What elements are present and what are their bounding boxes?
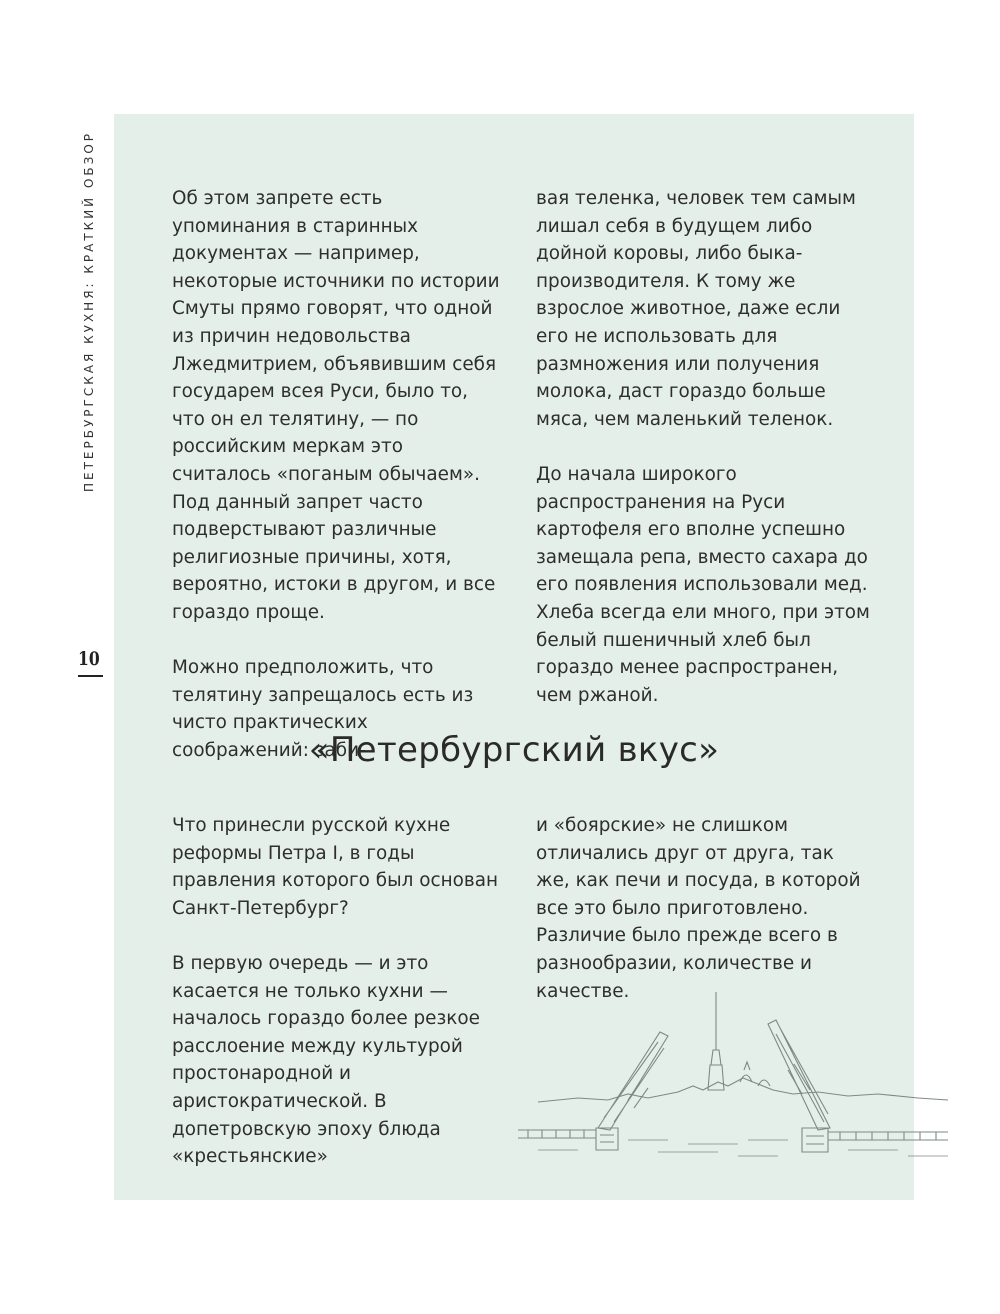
bottom-left-column (172, 812, 505, 1171)
left-bridge-leaf (598, 1032, 668, 1130)
page-number-underline (78, 675, 103, 677)
bottom-right-column (536, 812, 872, 1005)
bridge-pier (802, 1128, 828, 1152)
paragraph: Что принесли русской кухне реформы Петра I, в годы правления которого был основан Санкт-Петербург? (172, 815, 499, 919)
paragraph: Можно предположить, что телятину запрещалось есть из чисто практических соображений: заби- (172, 657, 474, 761)
running-header: ПЕТЕРБУРГСКАЯ КУХНЯ: КРАТКИЙ ОБЗОР (82, 130, 96, 492)
page-number: 10 (78, 648, 100, 670)
water-lines (538, 1140, 948, 1156)
paragraph: вая теленка, человек тем самым лишал себя в будущем либо дойной коровы, либо быка-производителя. К тому же взрослое животное, даже если его не использовать для размножения или получения молока, даст гораздо больше мяса, чем маленький теленок. (536, 188, 856, 430)
paragraph: В первую очередь — и это касается не только кухни — началось гораздо более резкое расслоение между культурой простонародной и аристократической. В допетровскую эпоху блюда «крестьянские» (172, 952, 480, 1168)
bridge-pier (596, 1128, 618, 1150)
paragraph: и «боярские» не слишком отличались друг от друга, так же, как печи и посуда, в которой все это было приготовлено. Различие было прежде всего в разнообразии, количестве и качестве. (536, 815, 861, 1002)
top-left-column (172, 185, 505, 764)
paragraph: До начала широкого распространения на Руси картофеля его вполне успешно замещала репа, вместо сахара до его появления использовали мед. Хлеба всегда ели много, при этом белый пшеничный хлеб был гораздо менее распространен, чем ржаной. (536, 463, 870, 706)
top-right-column (536, 185, 872, 709)
right-bridge-leaf (768, 1020, 830, 1130)
skyline (538, 1078, 948, 1102)
spire-icon (708, 992, 724, 1090)
section-heading: «Петербургский вкус» (308, 730, 720, 770)
bridge-span (518, 1130, 948, 1140)
paragraph: Об этом запрете есть упоминания в старинных документах — например, некоторые источники по истории Смуты прямо говорят, что одной из причин недовольства Лжедмитрием, объявившим себя государем всея Руси, было то, что он ел телятину, — по российским меркам это считалось «поганым обычаем». Под данный запрет часто подверстывают различные религиозные причины, хотя, вероятно, истоки в другом, и все гораздо проще. (172, 188, 500, 623)
drawbridge-illustration (518, 990, 958, 1165)
